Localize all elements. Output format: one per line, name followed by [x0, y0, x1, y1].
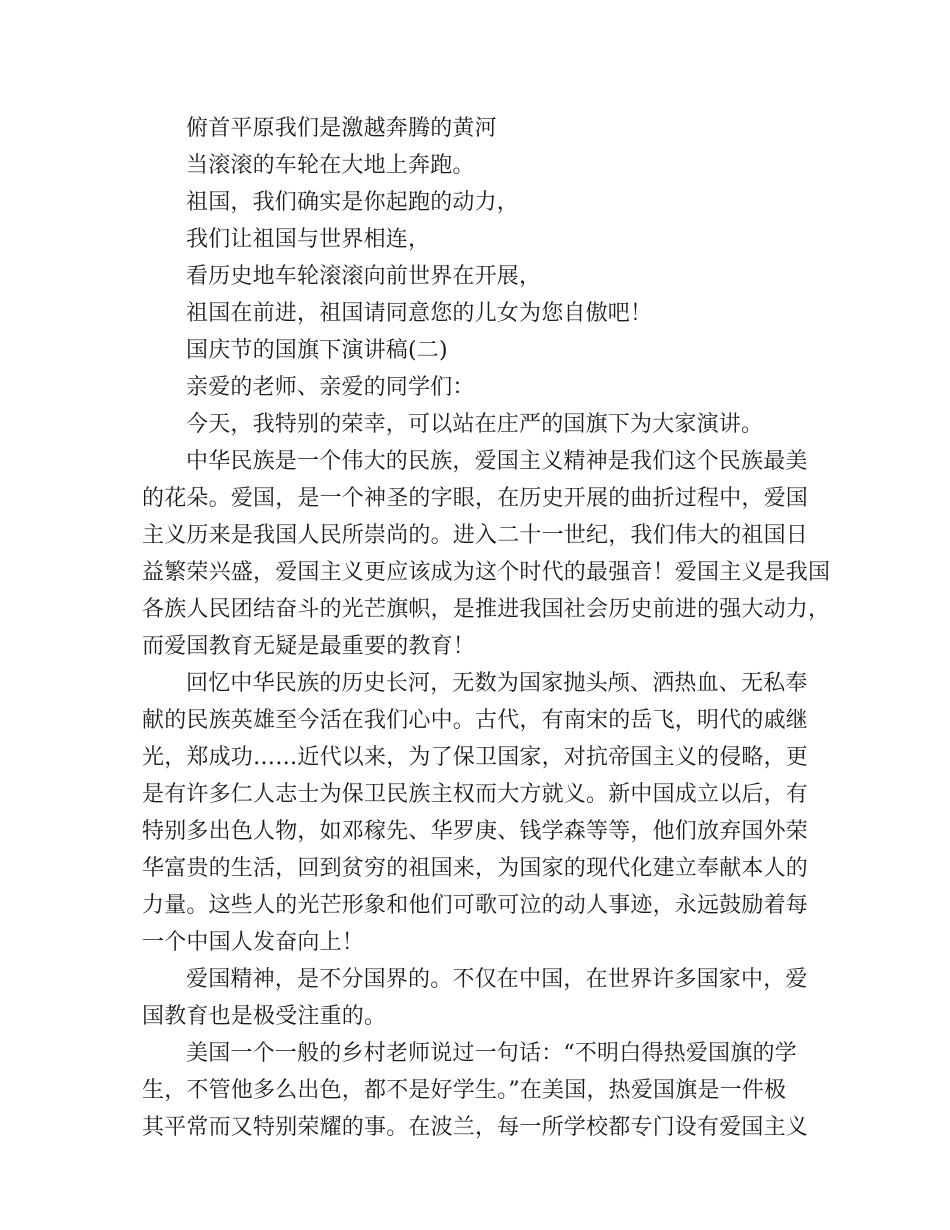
text-line: 的花朵。爱国，是一个神圣的字眼，在历史开展的曲折过程中，爱国: [142, 486, 809, 511]
text-line: 而爱国教育无疑是最重要的教育！: [142, 634, 476, 659]
text-line: 益繁荣兴盛，爱国主义更应该成为这个时代的最强音！爱国主义是我国: [142, 560, 831, 585]
text-line: 今天，我特别的荣幸，可以站在庄严的国旗下为大家演讲。: [186, 412, 764, 437]
text-line: 我们让祖国与世界相连，: [186, 227, 431, 252]
text-line: 美国一个一般的乡村老师说过一句话：“不明白得热爱国旗的学: [186, 1041, 797, 1066]
text-line: 是有许多仁人志士为保卫民族主权而大方就义。新中国成立以后，有: [142, 782, 809, 807]
document-body: [142, 110, 831, 1146]
text-line: 中华民族是一个伟大的民族，爱国主义精神是我们这个民族最美: [186, 449, 808, 474]
text-line: 生，不管他多么出色，都不是好学生。”在美国，热爱国旗是一件极: [142, 1078, 787, 1103]
text-line: 一个中国人发奋向上！: [142, 930, 365, 955]
text-line: 祖国在前进，祖国请同意您的儿女为您自傲吧！: [186, 301, 653, 326]
text-line: 主义历来是我国人民所崇尚的。进入二十一世纪，我们伟大的祖国日: [142, 523, 809, 548]
salutation: 亲爱的老师、亲爱的同学们：: [186, 375, 475, 400]
text-line: 其平常而又特别荣耀的事。在波兰，每一所学校都专门设有爱国主义: [142, 1115, 809, 1140]
text-line: 当滚滚的车轮在大地上奔跑。: [186, 153, 475, 178]
text-line: 光，郑成功……近代以来，为了保卫国家，对抗帝国主义的侵略，更: [142, 745, 809, 770]
text-line: 各族人民团结奋斗的光芒旗帜，是推进我国社会历史前进的强大动力，: [142, 597, 831, 622]
text-line: 特别多出色人物，如邓稼先、华罗庚、钱学森等等，他们放弃国外荣: [142, 819, 809, 844]
text-line: 爱国精神，是不分国界的。不仅在中国，在世界许多国家中，爱: [186, 967, 808, 992]
section-heading: 国庆节的国旗下演讲稿(二): [186, 338, 448, 363]
text-line: 献的民族英雄至今活在我们心中。古代，有南宋的岳飞，明代的戚继: [142, 708, 809, 733]
text-line: 祖国，我们确实是你起跑的动力，: [186, 190, 520, 215]
text-line: 看历史地车轮滚滚向前世界在开展，: [186, 264, 542, 289]
text-line: 国教育也是极受注重的。: [142, 1004, 387, 1029]
text-line: 俯首平原我们是激越奔腾的黄河: [186, 116, 497, 141]
text-line: 力量。这些人的光芒形象和他们可歌可泣的动人事迹，永远鼓励着每: [142, 893, 809, 918]
text-line: 华富贵的生活，回到贫穷的祖国来，为国家的现代化建立奉献本人的: [142, 856, 809, 881]
text-line: 回忆中华民族的历史长河，无数为国家抛头颅、洒热血、无私奉: [186, 671, 808, 696]
